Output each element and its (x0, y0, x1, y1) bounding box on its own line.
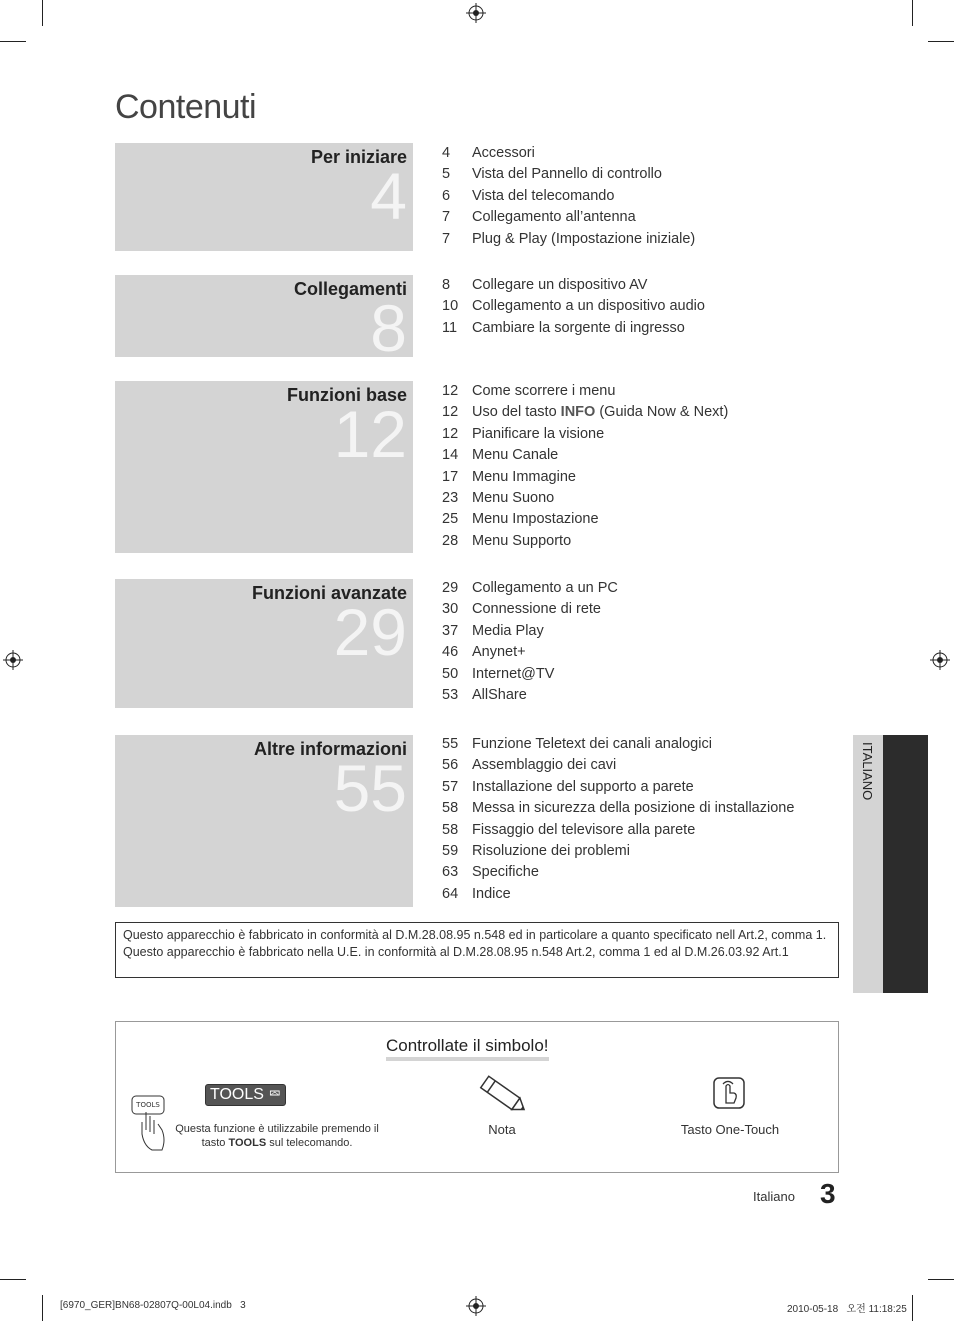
toc-label: Collegamento all’antenna (472, 209, 636, 226)
print-timestamp: 2010-05-18 오전 11:18:25 (787, 1304, 907, 1315)
toc-label: Vista del telecomando (472, 187, 615, 204)
tools-caption (172, 1122, 382, 1150)
tools-hand-icon (130, 1094, 170, 1154)
info-key-label: INFO (560, 404, 596, 421)
tools-return-icon: ⮹ (268, 1086, 282, 1103)
crop-mark (928, 1279, 954, 1280)
toc-item[interactable] (442, 298, 842, 319)
toc-label: Risoluzione dei problemi (472, 842, 630, 859)
section-number: 4 (370, 159, 407, 233)
toc-page: 59 (442, 842, 459, 859)
toc-item[interactable] (442, 404, 842, 425)
toc-label: Indice (472, 885, 511, 902)
symbols-title: Controllate il simbolo! (386, 1036, 549, 1061)
toc-label: Anynet+ (472, 644, 526, 661)
toc-item[interactable] (442, 580, 842, 601)
toc-item[interactable] (442, 490, 842, 511)
registration-target-icon (930, 650, 950, 670)
toc-item[interactable] (442, 447, 842, 468)
toc-label-text: (Guida Now & Next) (595, 404, 729, 421)
section-number: 55 (333, 751, 407, 825)
toc-list-collegamenti (442, 277, 842, 341)
toc-list-funzioni-base (442, 383, 842, 554)
tools-caption-bold: TOOLS (228, 1137, 267, 1149)
conformity-notice: Questo apparecchio è fabbricato in conformità al D.M.28.08.95 n.548 ed in particolare a quanto specificato nell Art.2, comma 1. Questo apparecchio è fabbricato nella U.E. in conformità al D.M.28.08.95 n.548 Art.2, comma 1 ed al D.M.26.03.92 Art.1 (115, 922, 839, 978)
section-number: 8 (370, 291, 407, 365)
toc-label: Assemblaggio dei cavi (472, 757, 617, 774)
crop-mark (42, 0, 43, 26)
tools-caption-text: Questa funzione è utilizzabile premendo il tasto (175, 1123, 379, 1149)
toc-page: 63 (442, 864, 459, 881)
toc-page: 58 (442, 800, 459, 817)
toc-item[interactable] (442, 320, 842, 341)
toc-page: 8 (442, 277, 451, 293)
toc-label: Menu Suono (472, 489, 555, 506)
toc-item[interactable] (442, 757, 842, 778)
toc-item[interactable] (442, 426, 842, 447)
toc-page: 29 (442, 580, 459, 596)
toc-label: Menu Supporto (472, 532, 572, 549)
section-box-funzioni-base (115, 381, 413, 553)
toc-label: Menu Immagine (472, 468, 576, 485)
toc-label: Internet@TV (472, 665, 555, 682)
toc-page: 23 (442, 489, 459, 506)
toc-label: Collegamento a un PC (472, 580, 618, 596)
toc-page: 5 (442, 166, 451, 183)
toc-label: Accessori (472, 145, 535, 161)
toc-item[interactable] (442, 277, 842, 298)
toc-page: 57 (442, 778, 459, 795)
toc-label: AllShare (472, 686, 527, 703)
toc-item[interactable] (442, 864, 842, 885)
tools-hand-icon-label: TOOLS (136, 1101, 160, 1109)
toc-page: 28 (442, 532, 459, 549)
one-touch-button-icon (712, 1076, 746, 1110)
footer-language: Italiano (753, 1189, 795, 1204)
toc-page: 55 (442, 736, 459, 752)
registration-target-icon (466, 3, 486, 23)
section-box-per-iniziare (115, 143, 413, 251)
tools-caption-text: sul telecomando. (266, 1137, 353, 1149)
crop-mark (912, 1295, 913, 1321)
toc-item[interactable] (442, 533, 842, 554)
toc-label: Connessione di rete (472, 601, 601, 618)
toc-page: 6 (442, 187, 451, 204)
section-box-funzioni-avanzate (115, 579, 413, 708)
toc-item[interactable] (442, 800, 842, 821)
section-box-collegamenti (115, 275, 413, 365)
toc-page: 4 (442, 145, 451, 161)
toc-page: 58 (442, 821, 459, 838)
toc-item[interactable] (442, 886, 842, 907)
section-box-altre-informazioni (115, 735, 413, 907)
toc-item[interactable] (442, 687, 842, 708)
toc-label: Cambiare la sorgente di ingresso (472, 319, 685, 336)
toc-page: 30 (442, 601, 459, 618)
section-title: Funzioni avanzate (251, 583, 407, 603)
note-pencil-icon (476, 1074, 530, 1118)
one-touch-caption: Tasto One-Touch (680, 1122, 780, 1137)
toc-label: Menu Canale (472, 447, 559, 464)
toc-item[interactable] (442, 166, 842, 187)
toc-item[interactable] (442, 231, 842, 252)
toc-item[interactable] (442, 209, 842, 230)
toc-item[interactable] (442, 644, 842, 665)
toc-page: 12 (442, 404, 459, 421)
crop-mark (912, 0, 913, 26)
toc-page: 10 (442, 298, 459, 315)
toc-page: 25 (442, 511, 459, 528)
section-number: 12 (333, 397, 407, 471)
crop-mark (928, 41, 954, 42)
crop-mark (0, 41, 26, 42)
toc-item[interactable] (442, 601, 842, 622)
toc-page: 12 (442, 425, 459, 442)
toc-page: 7 (442, 230, 451, 247)
toc-item[interactable] (442, 145, 842, 166)
toc-label (472, 404, 728, 425)
print-file-info: [6970_GER]BN68-02807Q-00L04.indb 3 (60, 1300, 246, 1311)
toc-page: 64 (442, 885, 459, 902)
toc-item[interactable] (442, 843, 842, 864)
section-title: Collegamenti (293, 279, 407, 299)
tools-badge (205, 1084, 286, 1106)
toc-page: 53 (442, 686, 459, 703)
toc-item[interactable] (442, 469, 842, 490)
toc-page: 56 (442, 757, 459, 774)
tools-badge-text: TOOLS (210, 1086, 264, 1103)
crop-mark (42, 1295, 43, 1321)
toc-label-text: Uso del tasto (472, 404, 561, 421)
registration-target-icon (3, 650, 23, 670)
toc-label: Funzione Teletext dei canali analogici (472, 736, 712, 752)
crop-mark (0, 1279, 26, 1280)
toc-label: Pianificare la visione (472, 425, 605, 442)
toc-page: 46 (442, 644, 459, 661)
toc-item[interactable] (442, 666, 842, 687)
section-number: 29 (333, 595, 407, 669)
toc-label: Collegare un dispositivo AV (472, 277, 648, 293)
toc-item[interactable] (442, 383, 842, 404)
toc-label: Messa in sicurezza della posizione di installazione (472, 800, 795, 817)
note-caption: Nota (488, 1122, 516, 1137)
toc-list-per-iniziare (442, 145, 842, 252)
toc-label: Menu Impostazione (472, 511, 599, 528)
toc-page: 50 (442, 665, 459, 682)
toc-page: 7 (442, 209, 451, 226)
toc-item[interactable] (442, 188, 842, 209)
page-title: Contenuti (115, 88, 257, 126)
toc-label: Specifiche (472, 864, 539, 881)
toc-item[interactable] (442, 822, 842, 843)
toc-list-funzioni-avanzate (442, 580, 842, 708)
toc-page: 12 (442, 383, 459, 399)
toc-page: 11 (442, 319, 458, 336)
toc-page: 17 (442, 468, 459, 485)
language-side-tab-label: ITALIANO (860, 742, 875, 801)
toc-label: Collegamento a un dispositivo audio (472, 298, 705, 315)
toc-label: Installazione del supporto a parete (472, 778, 694, 795)
section-title: Altre informazioni (253, 739, 407, 759)
toc-item[interactable] (442, 511, 842, 532)
toc-item[interactable] (442, 623, 842, 644)
toc-page: 14 (442, 447, 459, 464)
toc-label: Plug & Play (Impostazione iniziale) (472, 230, 696, 247)
toc-list-altre-informazioni (442, 736, 842, 907)
toc-label: Come scorrere i menu (472, 383, 616, 399)
page-number: 3 (820, 1178, 836, 1209)
registration-target-icon (466, 1296, 486, 1316)
toc-label: Media Play (472, 622, 544, 639)
toc-label: Vista del Pannello di controllo (472, 166, 662, 183)
toc-page: 37 (442, 622, 459, 639)
side-tab-dark-block (883, 735, 928, 993)
section-title: Funzioni base (286, 385, 407, 405)
toc-item[interactable] (442, 779, 842, 800)
toc-item[interactable] (442, 736, 842, 757)
symbols-legend-box (115, 1021, 839, 1173)
section-title: Per iniziare (310, 147, 407, 167)
toc-label: Fissaggio del televisore alla parete (472, 821, 696, 838)
